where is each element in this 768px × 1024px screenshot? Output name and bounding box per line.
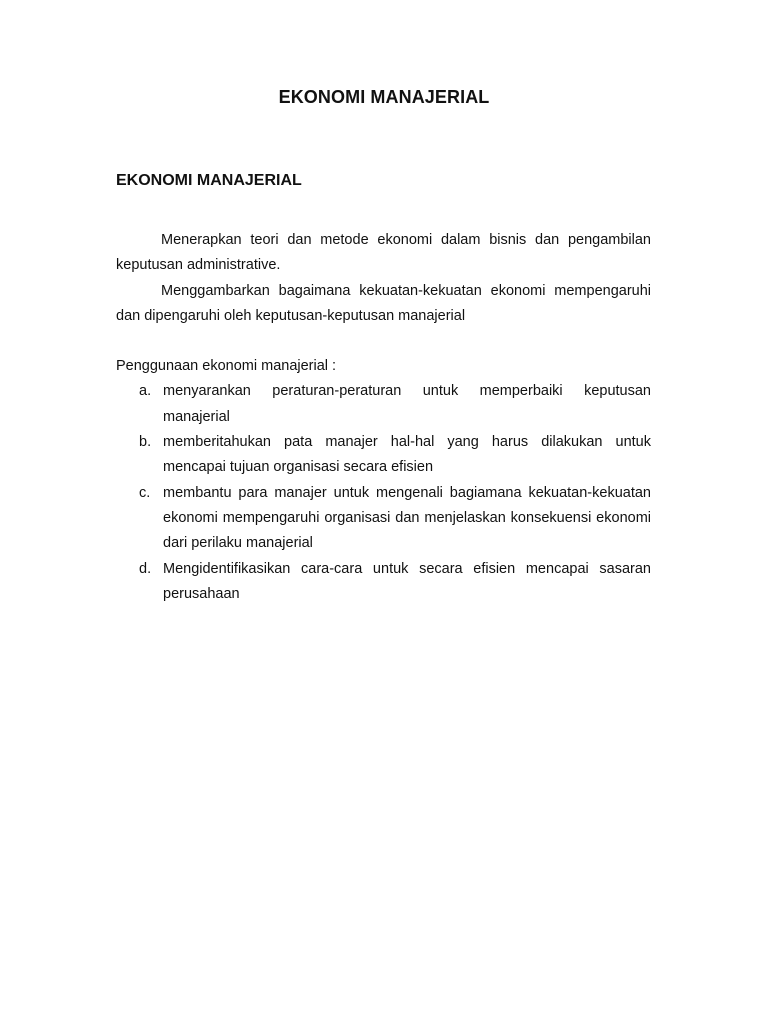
definition-paragraph: Menerapkan teori dan metode ekonomi dalam bisnis dan pengambilan keputusan administrative.	[116, 232, 651, 274]
list-item-text: Mengidentifikasikan cara-cara untuk secara efisien mencapai sasaran perusahaan	[163, 560, 651, 602]
list-item	[116, 430, 651, 481]
description-paragraph: Menggambarkan bagaimana kekuatan-kekuatan ekonomi mempengaruhi dan dipengaruhi oleh keputusan-keputusan manajerial	[116, 282, 651, 324]
usage-intro: Penggunaan ekonomi manajerial :	[116, 358, 337, 375]
document-body	[116, 228, 651, 607]
list-item	[116, 379, 651, 430]
list-marker: a.	[139, 383, 152, 400]
document-title: EKONOMI MANAJERIAL	[278, 87, 490, 107]
list-item-text: menyarankan peraturan-peraturan untuk memperbaiki keputusan manajerial	[163, 383, 651, 425]
list-item	[116, 557, 651, 608]
usage-list	[116, 379, 651, 607]
list-marker: b.	[139, 434, 152, 451]
list-marker: d.	[139, 560, 152, 577]
list-item	[116, 481, 651, 557]
list-marker: c.	[139, 484, 151, 501]
section-heading: EKONOMI MANAJERIAL	[116, 172, 302, 189]
list-item-text: membantu para manajer untuk mengenali bagiamana kekuatan-kekuatan ekonomi mempengaruhi organisasi dan menjelaskan konsekuensi ekonomi dari perilaku manajerial	[163, 484, 651, 552]
list-item-text: memberitahukan pata manajer hal-hal yang harus dilakukan untuk mencapai tujuan organisasi secara efisien	[163, 434, 651, 476]
